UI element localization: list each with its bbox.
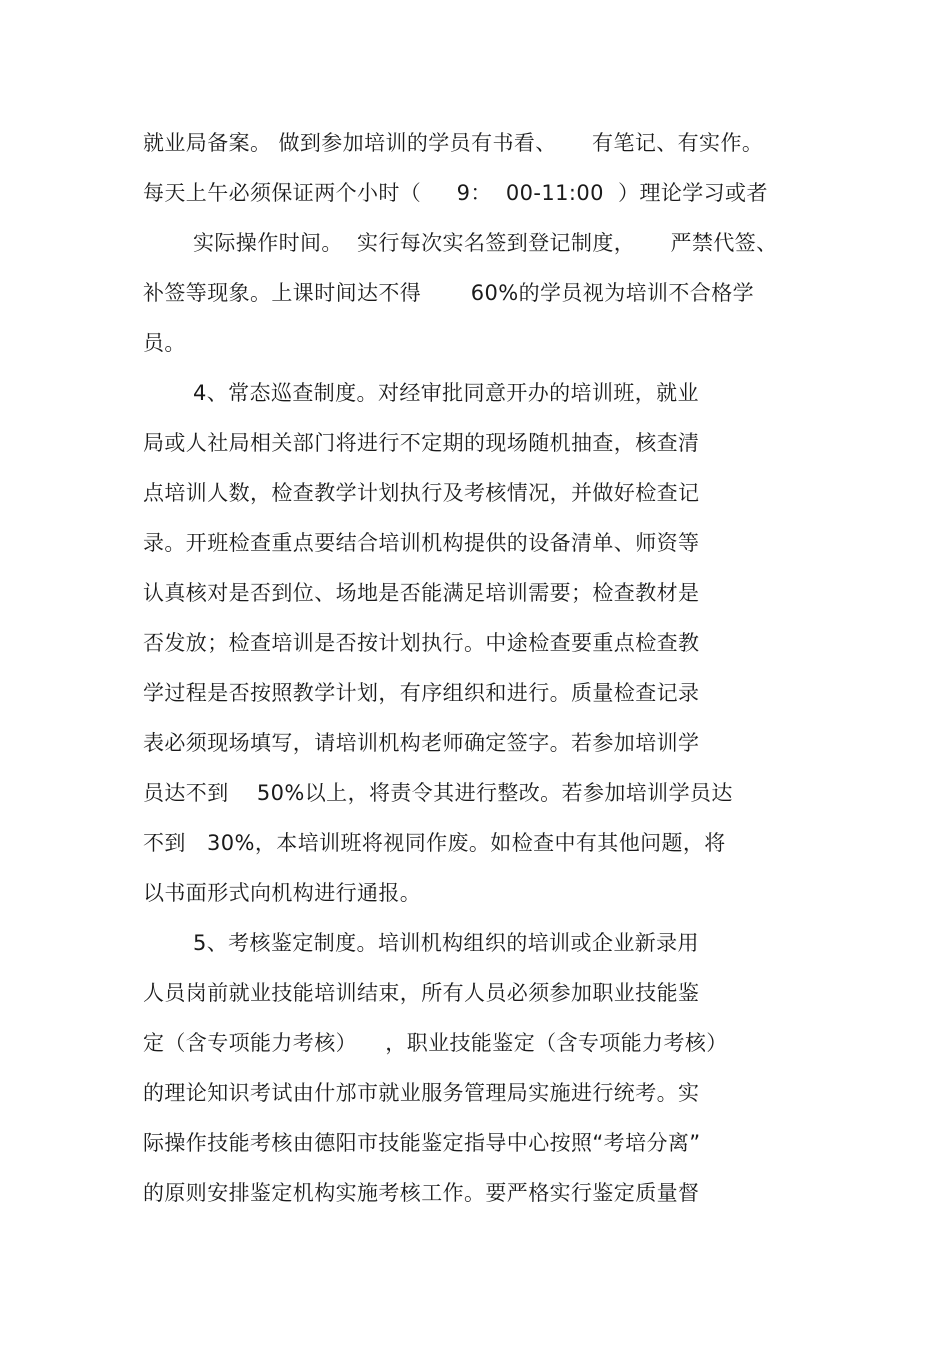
text-line-5: 员。 (143, 331, 186, 355)
text-line-16: 以书面形式向机构进行通报。 (143, 881, 422, 905)
text-line-17: 5、考核鉴定制度。培训机构组织的培训或企业新录用 (193, 931, 699, 955)
text-line-14: 员达不到 50%以上，将责令其进行整改。若参加培训学员达 (143, 781, 733, 805)
text-line-4: 补签等现象。上课时间达不得 60%的学员视为培训不合格学 (143, 281, 755, 305)
text-line-11: 否发放；检查培训是否按计划执行。中途检查要重点检查教 (143, 631, 700, 655)
text-line-10: 认真核对是否到位、场地是否能满足培训需要；检查教材是 (143, 581, 700, 605)
text-line-6: 4、常态巡查制度。对经审批同意开办的培训班，就业 (193, 381, 699, 405)
text-line-2: 每天上午必须保证两个小时（ 9： 00-11:00 ）理论学习或者 (143, 181, 768, 205)
text-line-8: 点培训人数，检查教学计划执行及考核情况，并做好检查记 (143, 481, 700, 505)
text-line-7: 局或人社局相关部门将进行不定期的现场随机抽查，核查清 (143, 431, 700, 455)
text-line-13: 表必须现场填写，请培训机构老师确定签字。若参加培训学 (143, 731, 700, 755)
text-line-15: 不到 30%，本培训班将视同作废。如检查中有其他问题，将 (143, 831, 726, 855)
text-line-1: 就业局备案。 做到参加培训的学员有书看、 有笔记、有实作。 (143, 131, 764, 155)
text-line-21: 际操作技能考核由德阳市技能鉴定指导中心按照“考培分离” (143, 1131, 701, 1155)
text-line-9: 录。开班检查重点要结合培训机构提供的设备清单、师资等 (143, 531, 700, 555)
text-line-19: 定（含专项能力考核） ，职业技能鉴定（含专项能力考核） (143, 1031, 728, 1055)
text-line-12: 学过程是否按照教学计划，有序组织和进行。质量检查记录 (143, 681, 700, 705)
text-line-3: 实际操作时间。 实行每次实名签到登记制度， 严禁代签、 (193, 231, 778, 255)
text-line-18: 人员岗前就业技能培训结束，所有人员必须参加职业技能鉴 (143, 981, 700, 1005)
text-line-20: 的理论知识考试由什邡市就业服务管理局实施进行统考。实 (143, 1081, 700, 1105)
text-line-22: 的原则安排鉴定机构实施考核工作。要严格实行鉴定质量督 (143, 1181, 700, 1205)
